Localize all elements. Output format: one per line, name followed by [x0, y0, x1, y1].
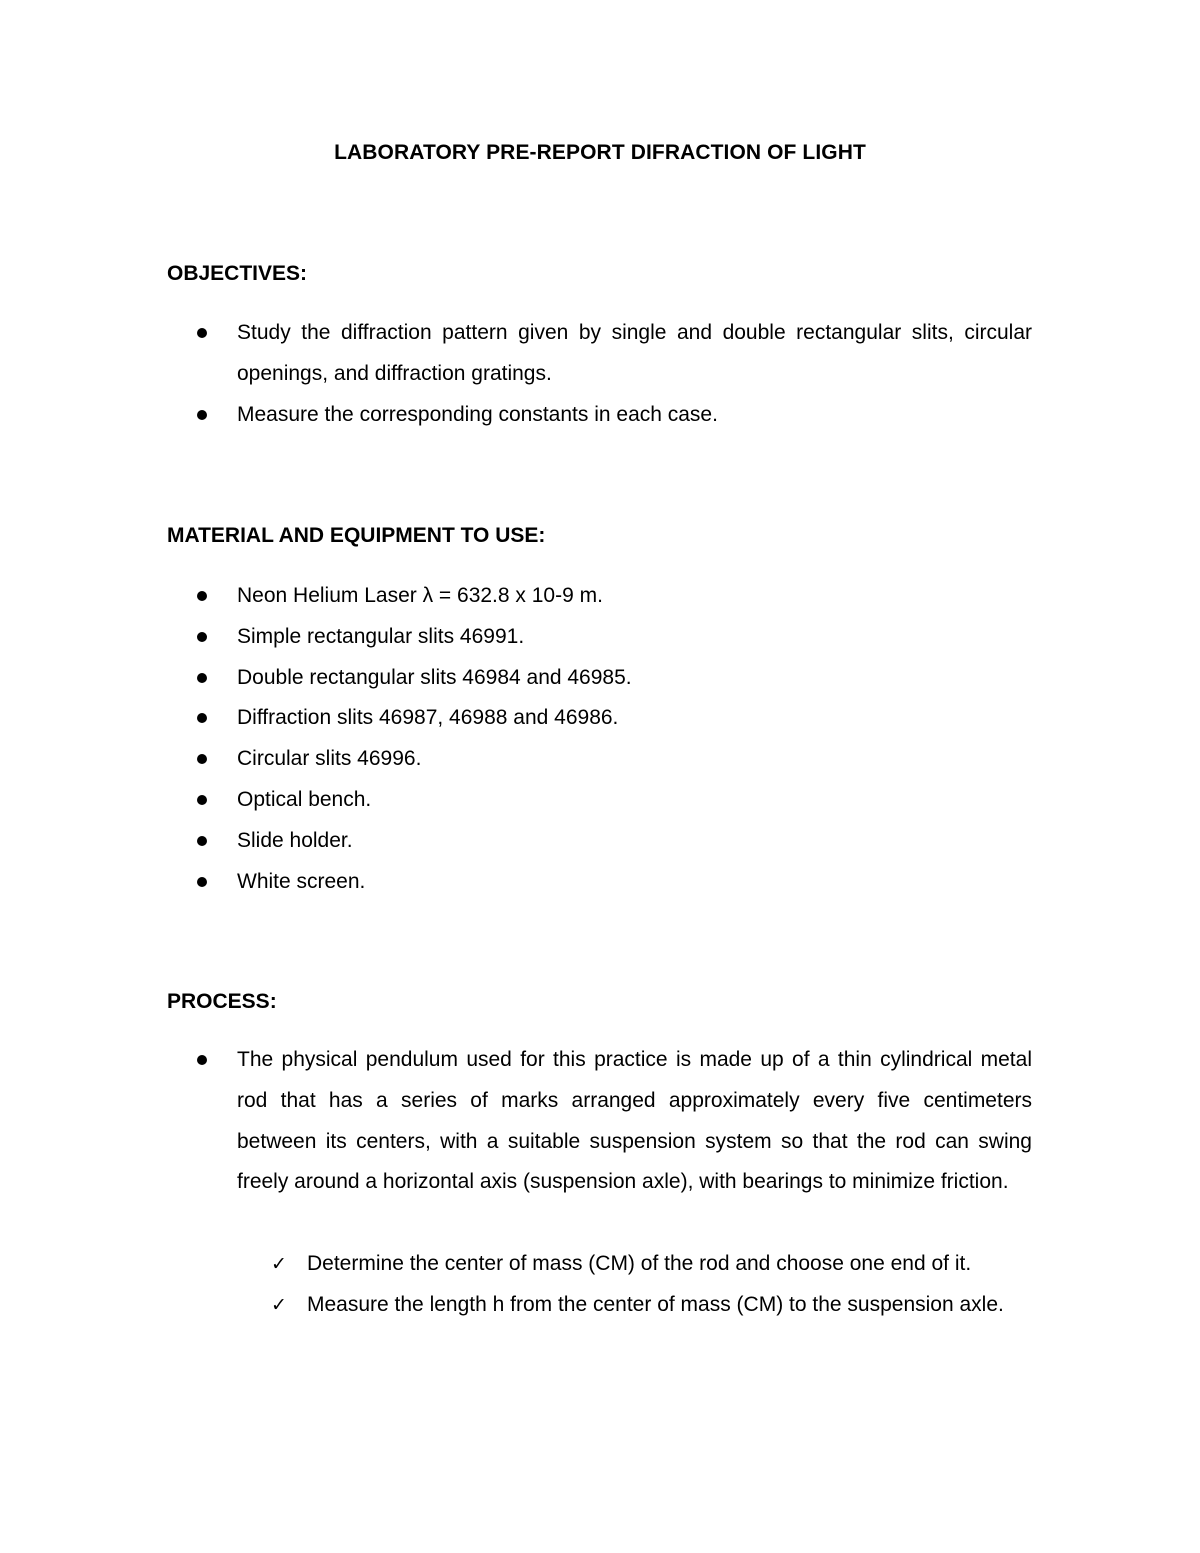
checkmark-icon: ✓ [271, 1253, 287, 1275]
material-text: Neon Helium Laser λ = 632.8 x 10-9 m. [237, 584, 603, 607]
list-item [237, 395, 1032, 436]
list-item [237, 862, 1032, 903]
list-item [271, 1285, 1032, 1326]
process-text: The physical pendulum used for this practice is made up of a thin cylindrical metal rod that has a series of marks arranged approximately every five centimeters between its centers, with a suitable suspension system so that the rod can swing freely around a horizontal axis (suspension axle), with bearings to minimize friction. [237, 1048, 1032, 1194]
bullet-dot-icon [197, 713, 207, 723]
material-text: Slide holder. [237, 828, 353, 852]
list-item [237, 617, 1032, 658]
objectives-heading: OBJECTIVES: [167, 262, 308, 285]
bullet-dot-icon [197, 328, 207, 338]
material-text: Double rectangular slits 46984 and 46985. [237, 665, 632, 689]
list-item [237, 576, 1032, 617]
objectives-list [237, 313, 1032, 435]
list-item [237, 698, 1032, 739]
list-item [237, 821, 1032, 862]
materials-heading: MATERIAL AND EQUIPMENT TO USE: [167, 524, 546, 547]
bullet-dot-icon [197, 877, 207, 887]
materials-list [237, 576, 1032, 902]
bullet-dot-icon [197, 673, 207, 683]
material-text: Diffraction slits 46987, 46988 and 46986. [237, 706, 619, 730]
material-text: Circular slits 46996. [237, 747, 422, 771]
material-text: White screen. [237, 869, 366, 893]
objective-text: Measure the corresponding constants in each case. [237, 402, 718, 426]
step-text: Measure the length h from the center of mass (CM) to the suspension axle. [307, 1292, 1004, 1316]
bullet-dot-icon [197, 410, 207, 420]
document-title: LABORATORY PRE-REPORT DIFRACTION OF LIGHT [334, 141, 866, 164]
material-text: Optical bench. [237, 787, 372, 811]
list-item [237, 739, 1032, 780]
process-heading: PROCESS: [167, 990, 277, 1013]
process-list [237, 1040, 1032, 1203]
bullet-dot-icon [197, 795, 207, 805]
step-text: Determine the center of mass (CM) of the rod and choose one end of it. [307, 1252, 972, 1275]
bullet-dot-icon [197, 836, 207, 846]
material-text: Simple rectangular slits 46991. [237, 624, 525, 648]
list-item [237, 313, 1032, 395]
bullet-dot-icon [197, 632, 207, 642]
process-steps-list [237, 1244, 1032, 1326]
objective-text: Study the diffraction pattern given by single and double rectangular slits, circular openings, and diffraction gratings. [237, 321, 1032, 385]
list-item [237, 780, 1032, 821]
bullet-dot-icon [197, 591, 207, 601]
checkmark-icon: ✓ [271, 1293, 287, 1316]
list-item [237, 658, 1032, 699]
bullet-dot-icon [197, 754, 207, 764]
list-item [271, 1244, 1032, 1285]
bullet-dot-icon [197, 1055, 207, 1065]
list-item [237, 1040, 1032, 1203]
